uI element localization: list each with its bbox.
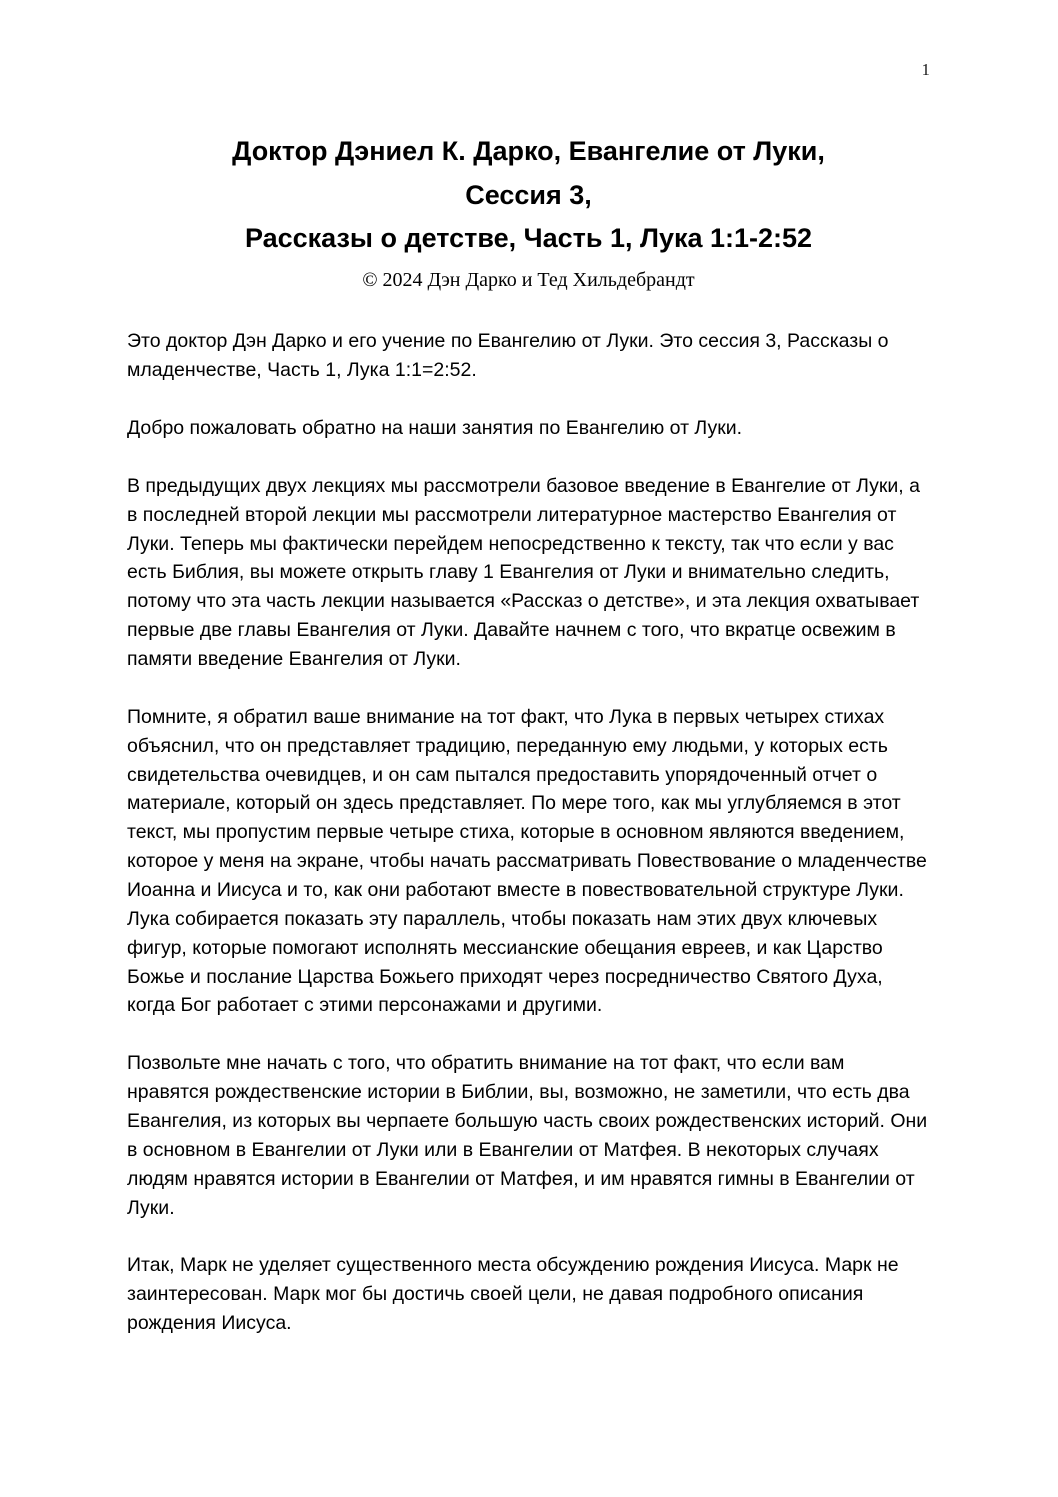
paragraph-5: Позвольте мне начать с того, что обратить внимание на тот факт, что если вам нравятся рождественские истории в Библии, вы, возможно, не заметили, что есть два Евангелия, из которых вы черпаете большую часть своих рождественских историй. Они в основном в Евангелии от Луки или в Евангелии от Матфея. В некоторых случаях людям нравятся истории в Евангелии от Матфея, и им нравятся гимны в Евангелии от Луки.: [127, 1052, 928, 1219]
paragraph-6: Итак, Марк не уделяет существенного места обсуждению рождения Иисуса. Марк не заинтересован. Марк мог бы достичь своей цели, не давая подробного описания рождения Иисуса.: [127, 1254, 899, 1335]
paragraph-1: Это доктор Дэн Дарко и его учение по Евангелию от Луки. Это сессия 3, Рассказы о младенчестве, Часть 1, Лука 1:1=2:52.: [127, 330, 889, 382]
title-line-2: Сессия 3,: [465, 179, 592, 210]
document-title: [127, 130, 930, 261]
paragraph-4: Помните, я обратил ваше внимание на тот факт, что Лука в первых четырех стихах объяснил, что он представляет традицию, переданную ему людьми, у которых есть свидетельства очевидцев, и он сам пытался предоставить упорядоченный отчет о материале, который он здесь представляет. По мере того, как мы углубляемся в этот текст, мы пропустим первые четыре стиха, которые в основном являются введением, которое у меня на экране, чтобы начать рассматривать Повествование о младенчестве Иоанна и Иисуса и то, как они работают вместе в повествовательной структуре Луки. Лука собирается показать эту параллель, чтобы показать нам этих двух ключевых фигур, которые помогают исполнять мессианские обещания евреев, и как Царство Божье и послание Царства Божьего приходят через посредничество Святого Духа, когда Бог работает с этими персонажами и другими.: [127, 705, 927, 1017]
title-line-3: Рассказы о детстве, Часть 1, Лука 1:1-2:52: [244, 223, 813, 254]
paragraph-3: В предыдущих двух лекциях мы рассмотрели базовое введение в Евангелие от Луки, а в последней второй лекции мы рассмотрели литературное мастерство Евангелия от Луки. Теперь мы фактически перейдем непосредственно к тексту, так что если у вас есть Библия, вы можете открыть главу 1 Евангелия от Луки и внимательно следить, потому что эта часть лекции называется «Рассказ о детстве», и эта лекция охватывает первые две главы Евангелия от Луки. Давайте начнем с того, что вкратце освежим в памяти введение Евангелия от Луки.: [127, 474, 920, 670]
title-line-1: Доктор Дэниел К. Дарко, Евангелие от Луки,: [232, 136, 825, 166]
page-number: 1: [921, 60, 930, 79]
paragraph-2: Добро пожаловать обратно на наши занятия по Евангелию от Луки.: [127, 416, 743, 439]
document-body: [127, 327, 930, 1338]
copyright-notice: © 2024 Дэн Дарко и Тед Хильдебрандт: [362, 269, 695, 292]
